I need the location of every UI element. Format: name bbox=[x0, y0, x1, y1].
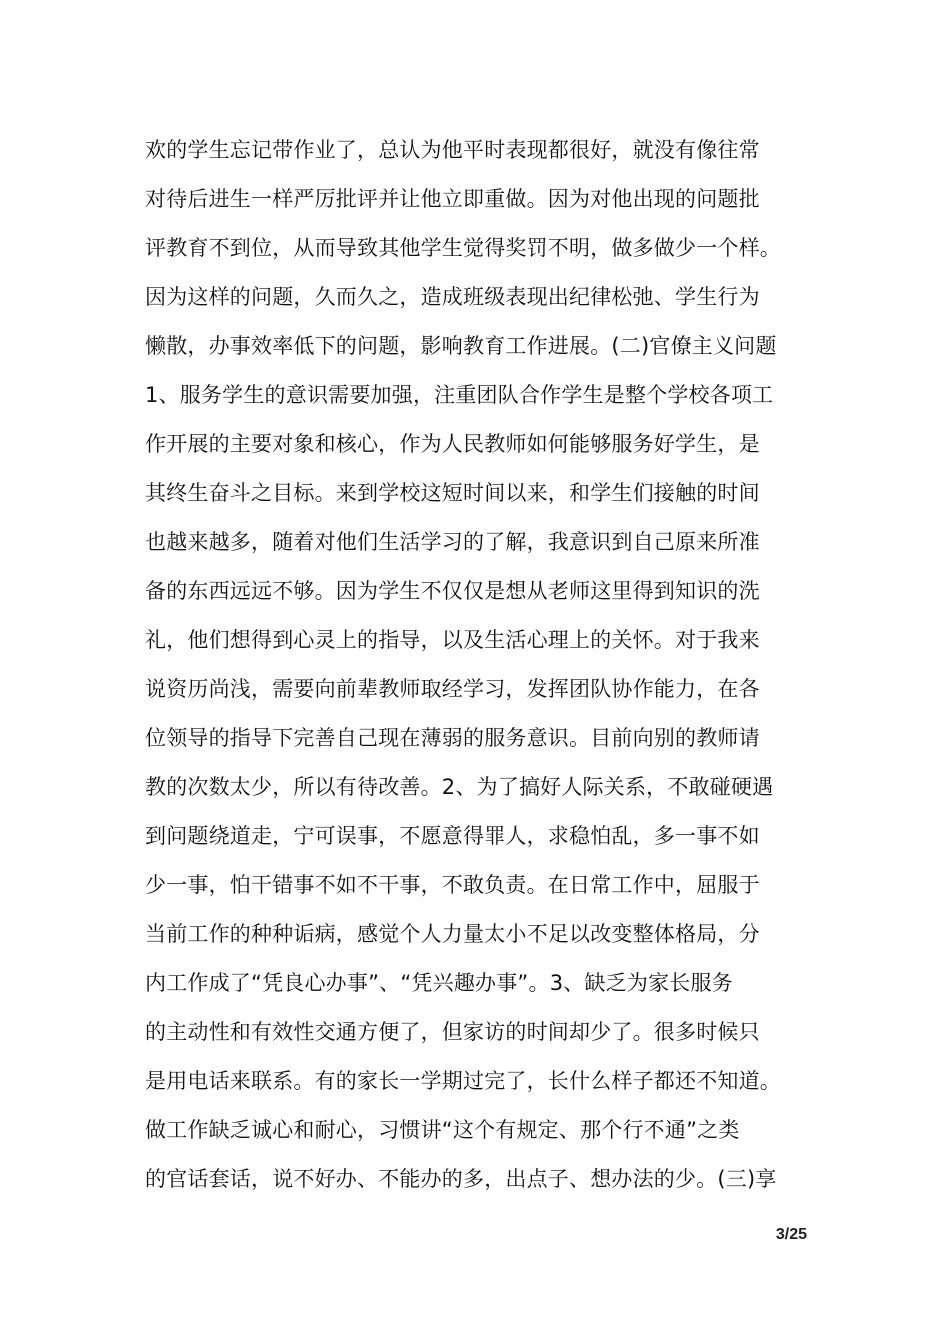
body-text bbox=[145, 126, 815, 1204]
page-number: 3/25 bbox=[775, 1226, 807, 1243]
text-line: 位领导的指导下完善自己现在薄弱的服务意识。目前向别的教师请 bbox=[145, 726, 760, 750]
text-line: 说资历尚浅，需要向前辈教师取经学习，发挥团队协作能力，在各 bbox=[145, 677, 760, 701]
text-line: 也越来越多，随着对他们生活学习的了解，我意识到自己原来所准 bbox=[145, 530, 760, 554]
text-line: 作开展的主要对象和核心，作为人民教师如何能够服务好学生，是 bbox=[145, 432, 760, 456]
text-line: 的主动性和有效性交通方便了，但家访的时间却少了。很多时候只 bbox=[145, 1020, 760, 1044]
text-line: 少一事，怕干错事不如不干事，不敢负责。在日常工作中，屈服于 bbox=[145, 873, 760, 897]
text-line: 做工作缺乏诚心和耐心，习惯讲“这个有规定、那个行不通”之类 bbox=[145, 1118, 740, 1142]
text-line: 的官话套话，说不好办、不能办的多，出点子、想办法的少。(三)享 bbox=[145, 1167, 777, 1191]
text-line: 因为这样的问题，久而久之，造成班级表现出纪律松弛、学生行为 bbox=[145, 285, 760, 309]
text-line: 教的次数太少，所以有待改善。2、为了搞好人际关系，不敢碰硬遇 bbox=[145, 775, 774, 799]
text-line: 评教育不到位，从而导致其他学生觉得奖罚不明，做多做少一个样。 bbox=[145, 236, 781, 260]
text-line: 到问题绕道走，宁可误事，不愿意得罪人，求稳怕乱，多一事不如 bbox=[145, 824, 760, 848]
text-line: 1、服务学生的意识需要加强，注重团队合作学生是整个学校各项工 bbox=[145, 383, 774, 407]
text-line: 对待后进生一样严厉批评并让他立即重做。因为对他出现的问题批 bbox=[145, 187, 760, 211]
text-line: 备的东西远远不够。因为学生不仅仅是想从老师这里得到知识的洗 bbox=[145, 579, 760, 603]
text-line: 欢的学生忘记带作业了，总认为他平时表现都很好，就没有像往常 bbox=[145, 138, 760, 162]
text-line: 当前工作的种种诟病，感觉个人力量太小不足以改变整体格局，分 bbox=[145, 922, 760, 946]
text-line: 是用电话来联系。有的家长一学期过完了，长什么样子都还不知道。 bbox=[145, 1069, 781, 1093]
text-line: 其终生奋斗之目标。来到学校这短时间以来，和学生们接触的时间 bbox=[145, 481, 760, 505]
text-line: 礼，他们想得到心灵上的指导，以及生活心理上的关怀。对于我来 bbox=[145, 628, 760, 652]
text-line: 内工作成了“凭良心办事”、“凭兴趣办事”。3、缺乏为家长服务 bbox=[145, 971, 733, 995]
text-line: 懒散，办事效率低下的问题，影响教育工作进展。(二)官僚主义问题 bbox=[145, 334, 777, 358]
